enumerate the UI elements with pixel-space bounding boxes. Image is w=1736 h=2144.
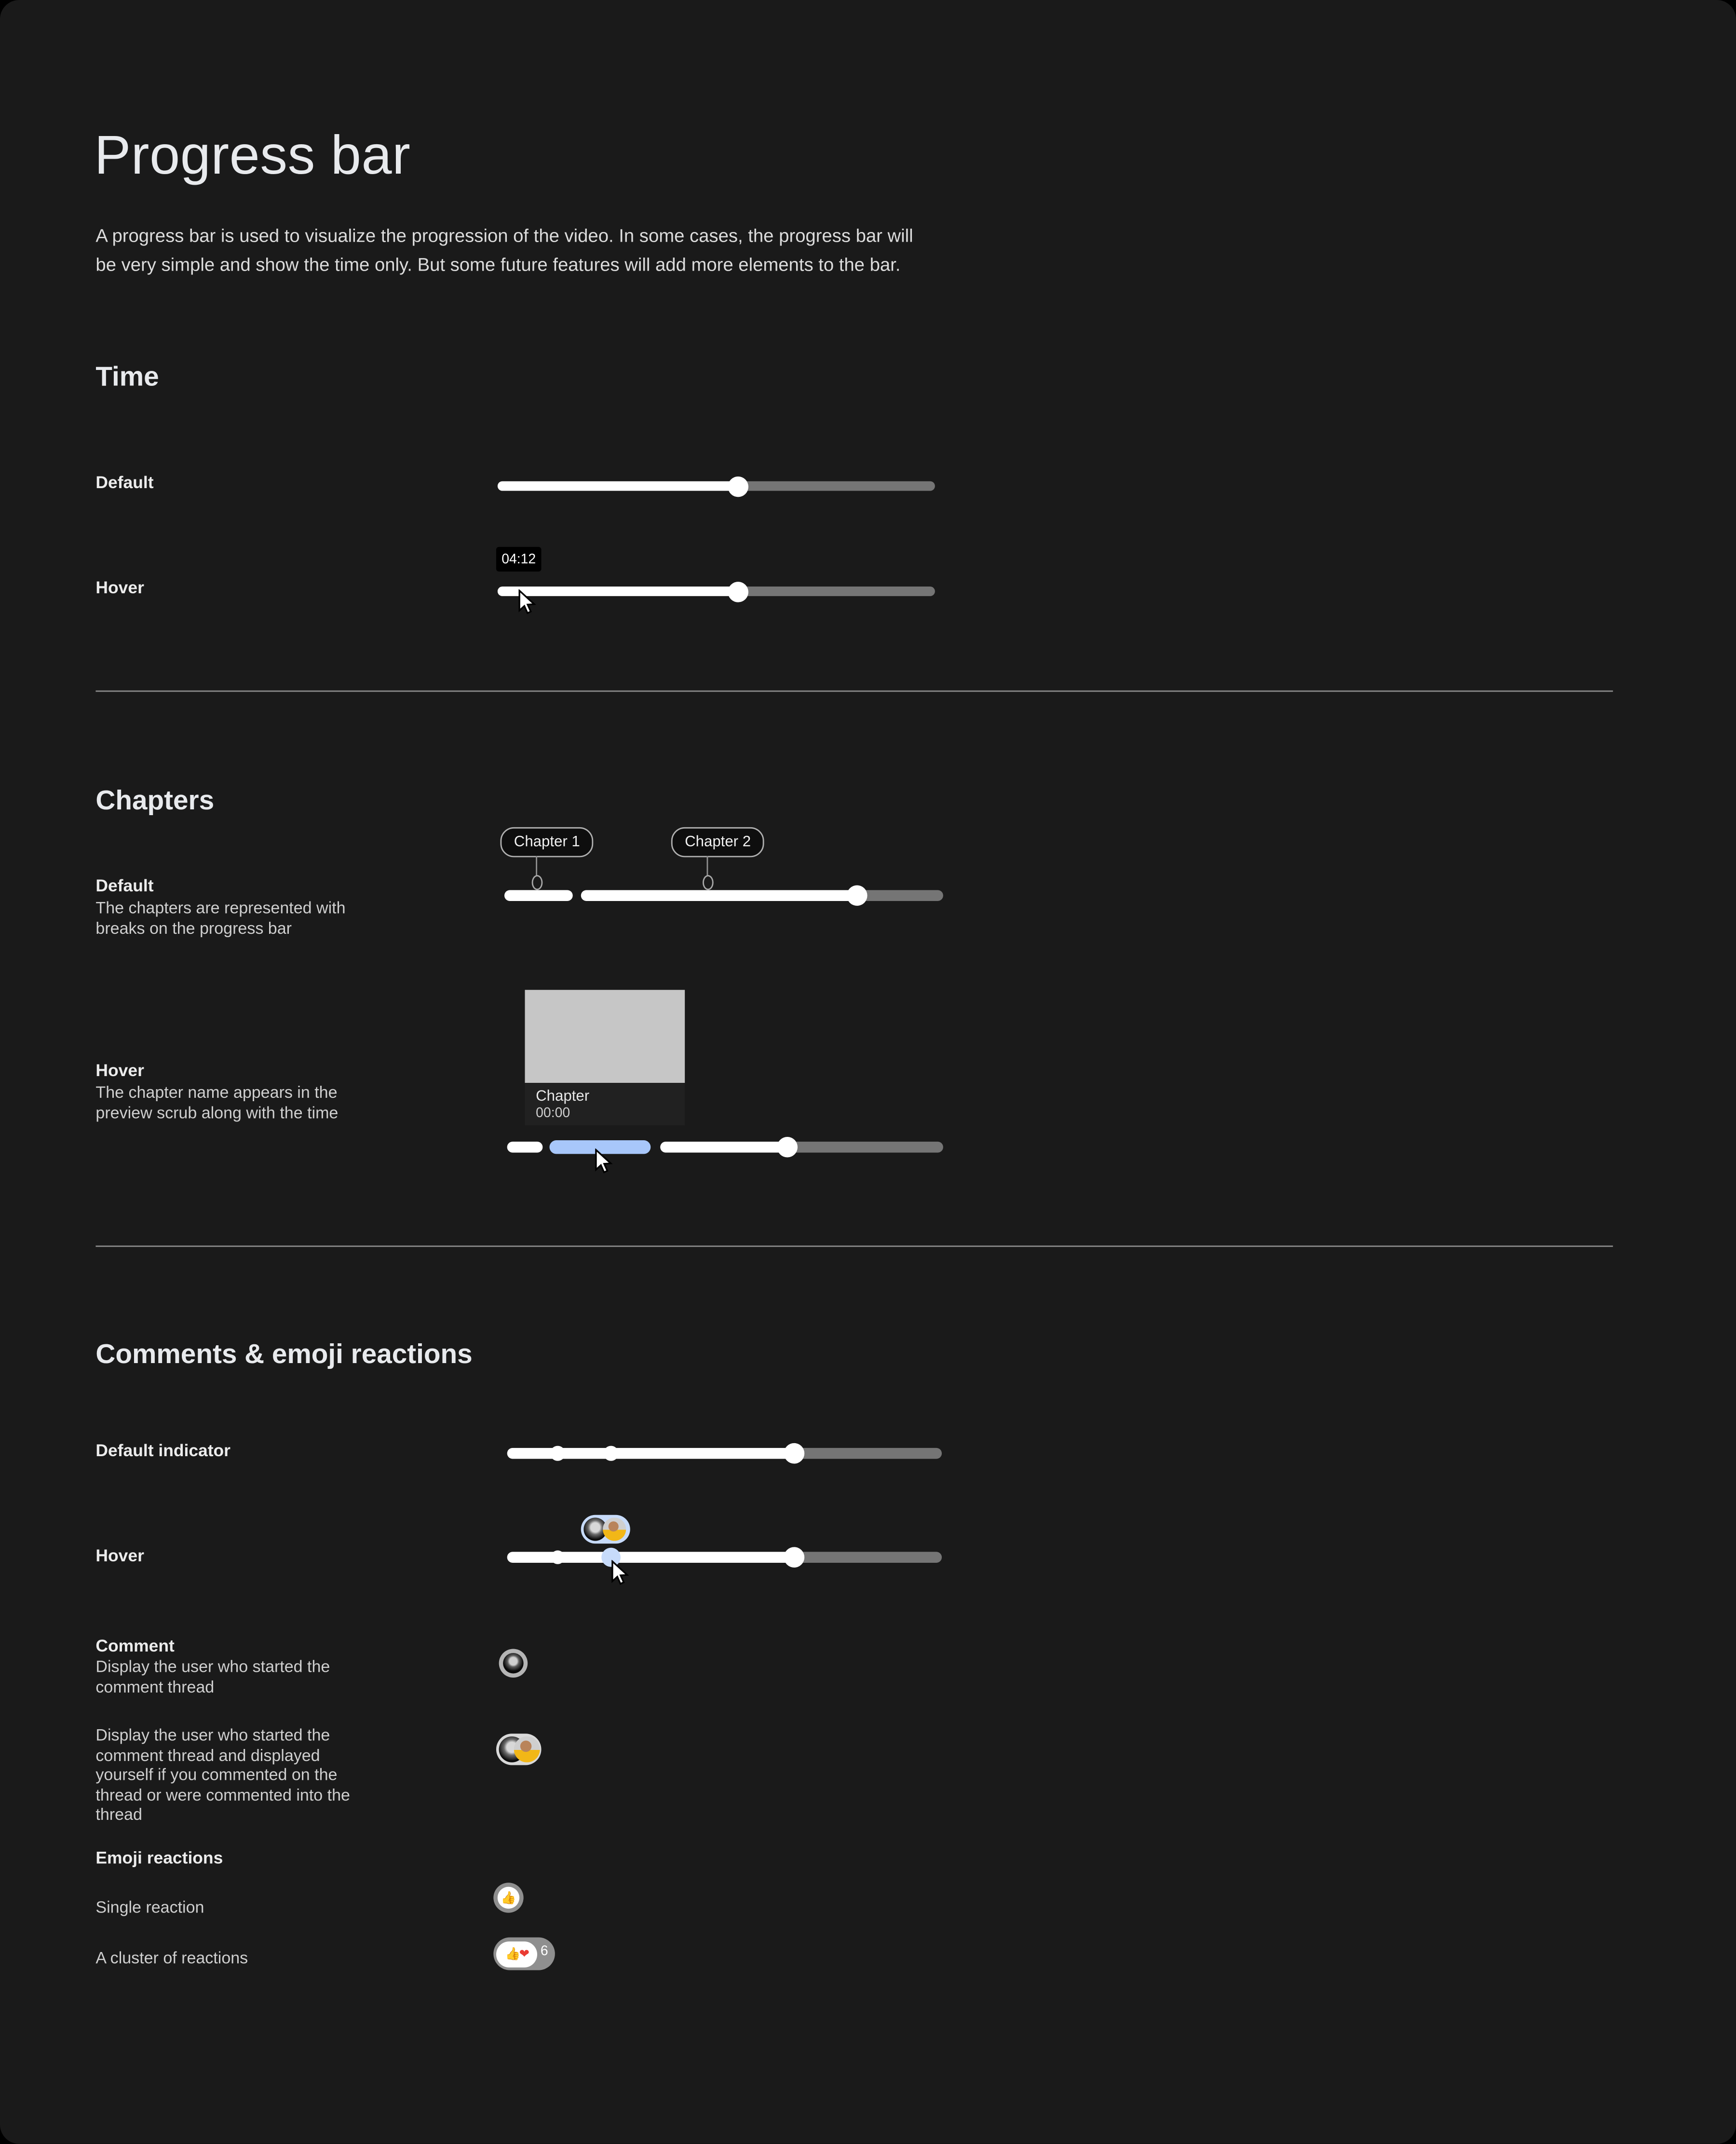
- section-divider: [95, 1245, 1613, 1247]
- page-title: Progress bar: [94, 125, 411, 186]
- chapters-section-heading: Chapters: [95, 786, 215, 817]
- page-description: A progress bar is used to visualize the progression of the video. In some cases, the progress bar will be very simple and show the time only. But some future features will add more elements to the bar.: [95, 225, 913, 275]
- time-hover-tooltip: 04:12: [496, 547, 542, 572]
- comments-hover-label: Hover: [95, 1546, 144, 1566]
- thumbs-up-emoji-icon: 👍: [498, 1887, 519, 1909]
- comment-thread-pair-indicator[interactable]: [496, 1734, 542, 1765]
- chapters-hover-description: The chapter name appears in the preview scrub along with the time: [95, 1083, 339, 1122]
- single-reaction-badge[interactable]: [493, 1883, 523, 1912]
- comments-hover-thumb[interactable]: [784, 1547, 805, 1568]
- chapters-hover-label: Hover: [95, 1061, 144, 1080]
- chapter-1-connector: [536, 856, 537, 877]
- time-hover-thumb[interactable]: [728, 581, 748, 602]
- chapter-2-marker: [703, 875, 714, 890]
- time-hover-label: Hover: [95, 578, 144, 598]
- comment-block-description: Display the user who started the comment thread: [95, 1657, 330, 1696]
- single-reaction-label: Single reaction: [95, 1898, 204, 1917]
- heart-emoji-icon: ❤: [519, 1946, 529, 1960]
- chapters-default-description: The chapters are represented with breaks on the progress bar: [95, 898, 346, 938]
- comments-default-thumb[interactable]: [784, 1443, 805, 1464]
- cluster-reactions-label: A cluster of reactions: [95, 1948, 248, 1967]
- avatar: [603, 1517, 626, 1541]
- chapter-1-marker: [532, 875, 543, 890]
- chapters-hover-thumb[interactable]: [777, 1137, 798, 1158]
- chapter-segment-1[interactable]: [504, 890, 573, 901]
- time-default-fill: [498, 481, 738, 491]
- comment-avatars-pill[interactable]: [581, 1515, 630, 1544]
- comment-indicator-dot[interactable]: [603, 1446, 618, 1461]
- chapter-hover-segment-1[interactable]: [507, 1142, 543, 1153]
- preview-thumbnail: [525, 990, 685, 1083]
- reaction-count: 6: [540, 1944, 548, 1959]
- comment-thread-indicator[interactable]: [499, 1649, 528, 1678]
- chapter-hover-segment-3[interactable]: [660, 1142, 943, 1153]
- avatar: [514, 1736, 540, 1762]
- time-default-thumb[interactable]: [728, 476, 748, 496]
- chapter-2-connector: [706, 856, 708, 877]
- thumbs-up-emoji-icon: 👍: [505, 1946, 519, 1960]
- emoji-reactions-heading: Emoji reactions: [95, 1848, 223, 1868]
- chapters-default-thumb[interactable]: [847, 885, 868, 906]
- cursor-icon: [518, 589, 537, 617]
- cursor-icon: [595, 1148, 614, 1176]
- comment-block-label: Comment: [95, 1637, 175, 1656]
- time-default-label: Default: [95, 473, 154, 492]
- comment-indicator-dot[interactable]: [551, 1550, 564, 1564]
- preview-chapter-time: 00:00: [536, 1106, 570, 1121]
- cursor-icon: [611, 1560, 630, 1587]
- section-divider: [95, 690, 1613, 692]
- comment-block2-description: Display the user who started the comment thread and displayed yourself if you commented on the thread or were commented into the thread: [95, 1725, 350, 1824]
- time-section-heading: Time: [95, 362, 159, 393]
- avatar: [503, 1653, 524, 1674]
- chapter-segment-2[interactable]: [581, 890, 943, 901]
- preview-caption-panel: [525, 1083, 685, 1125]
- comment-indicator-dot[interactable]: [550, 1446, 565, 1461]
- reactions-cluster-badge[interactable]: [493, 1938, 555, 1970]
- comments-section-heading: Comments & emoji reactions: [95, 1339, 473, 1370]
- chapters-default-label: Default: [95, 876, 154, 896]
- chapter-2-pill: Chapter 2: [671, 827, 765, 857]
- comments-default-label: Default indicator: [95, 1441, 231, 1461]
- preview-chapter-title: Chapter: [536, 1088, 590, 1105]
- chapter-1-pill: Chapter 1: [500, 827, 594, 857]
